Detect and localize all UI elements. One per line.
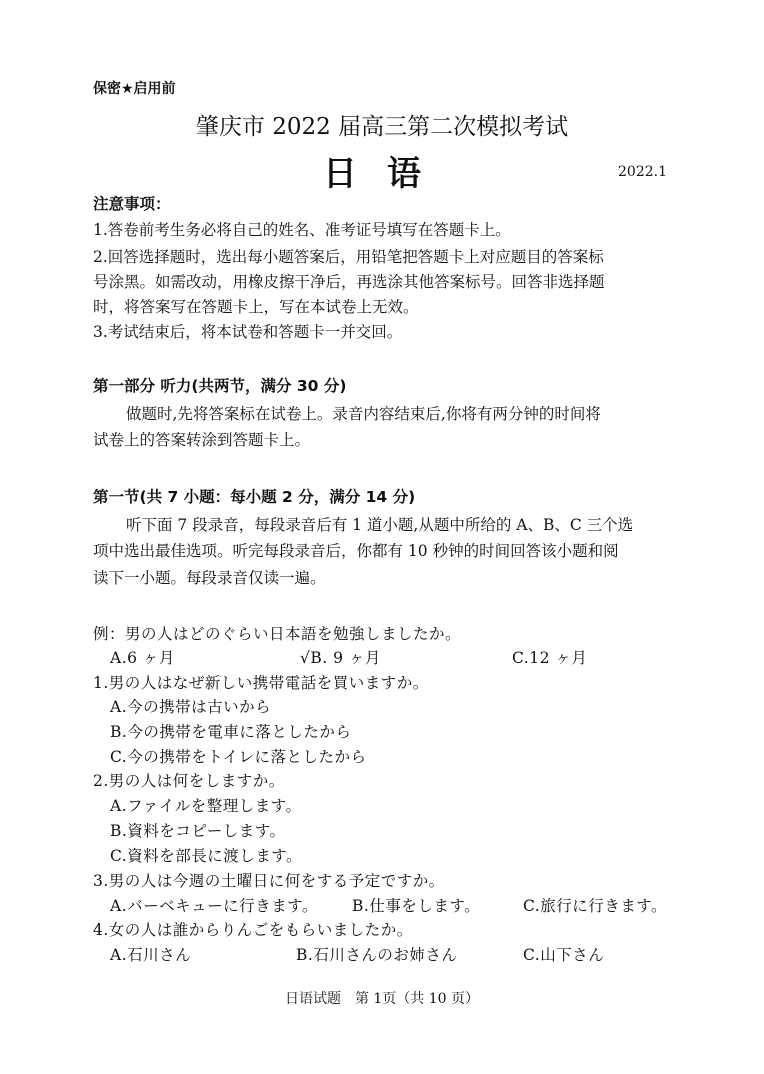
notice-item-2-line-2: 号涂黑。如需改动，用橡皮擦干净后，再选涂其他答案标号。回答非选择题	[93, 273, 605, 291]
notice-item-3: 3.考试结束后，将本试卷和答题卡一并交回。	[93, 323, 403, 341]
exam-title: 肇庆市 2022 届高三第二次模拟考试	[195, 114, 569, 140]
confidential-label: 保密★启用前	[93, 81, 176, 97]
notice-heading: 注意事项：	[93, 195, 171, 213]
notice-item-1: 1.答卷前考生务必将自己的姓名、准考证号填写在答题卡上。	[93, 221, 511, 239]
page-footer: 日语试题 第 1页（共 10 页）	[284, 991, 480, 1007]
q3-option-c: C.旅行に行きます。	[523, 897, 667, 915]
q3-option-a: A.バーベキューに行きます。	[110, 897, 318, 915]
q4-option-c: C.山下さん	[523, 946, 605, 964]
notice-item-2-line-1: 2.回答选择题时，选出每小题答案后，用铅笔把答题卡上对应题目的答案标	[93, 248, 604, 266]
q3-option-b: B.仕事をします。	[352, 897, 481, 915]
section1-instruction-line-1: 听下面 7 段录音，每段录音后有 1 道小题,从题中所给的 A、B、C 三个选	[126, 516, 634, 534]
example-question: 例：男の人はどのぐらい日本語を勉強しましたか。	[93, 625, 462, 643]
notice-item-2-line-3: 时，将答案写在答题卡上，写在本试卷上无效。	[93, 298, 419, 316]
example-option-a: A.6 ヶ月	[110, 649, 175, 667]
q1-option-a: A.今の携帯は古いから	[110, 698, 272, 716]
q1-question: 1.男の人はなぜ新しい携帯電話を買いますか。	[93, 674, 429, 692]
exam-date: 2022.1	[618, 164, 667, 180]
q4-question: 4.女の人は誰からりんごをもらいましたか。	[93, 921, 413, 939]
q4-option-a: A.石川さん	[110, 946, 192, 964]
q2-option-b: B.資料をコピーします。	[110, 822, 286, 840]
q2-option-a: A.ファイルを整理します。	[110, 797, 302, 815]
q3-question: 3.男の人は今週の土曜日に何をする予定ですか。	[93, 872, 445, 890]
section1-instruction-line-2: 项中选出最佳选项。听完每段录音后，你都有 10 秒钟的时间回答该小题和阅	[93, 542, 619, 560]
example-option-c: C.12 ヶ月	[512, 649, 588, 667]
section1-heading: 第一节(共 7 小题：每小题 2 分，满分 14 分)	[93, 488, 416, 506]
part1-instruction-line-2: 试卷上的答案转涂到答题卡上。	[93, 431, 311, 449]
q1-option-b: B.今の携帯を電車に落としたから	[110, 723, 352, 741]
part1-instruction-line-1: 做题时,先将答案标在试卷上。录音内容结束后,你将有两分钟的时间将	[126, 405, 601, 423]
example-option-b: √B. 9 ヶ月	[300, 649, 381, 667]
q2-option-c: C.資料を部長に渡します。	[110, 847, 302, 865]
q1-option-c: C.今の携帯をトイレに落としたから	[110, 748, 367, 766]
q2-question: 2.男の人は何をしますか。	[93, 772, 285, 790]
q4-option-b: B.石川さんのお姉さん	[296, 946, 458, 964]
part1-heading: 第一部分 听力(共两节，满分 30 分)	[93, 377, 347, 395]
subject-title: 日语	[323, 154, 451, 194]
section1-instruction-line-3: 读下一小题。每段录音仅读一遍。	[93, 569, 326, 587]
